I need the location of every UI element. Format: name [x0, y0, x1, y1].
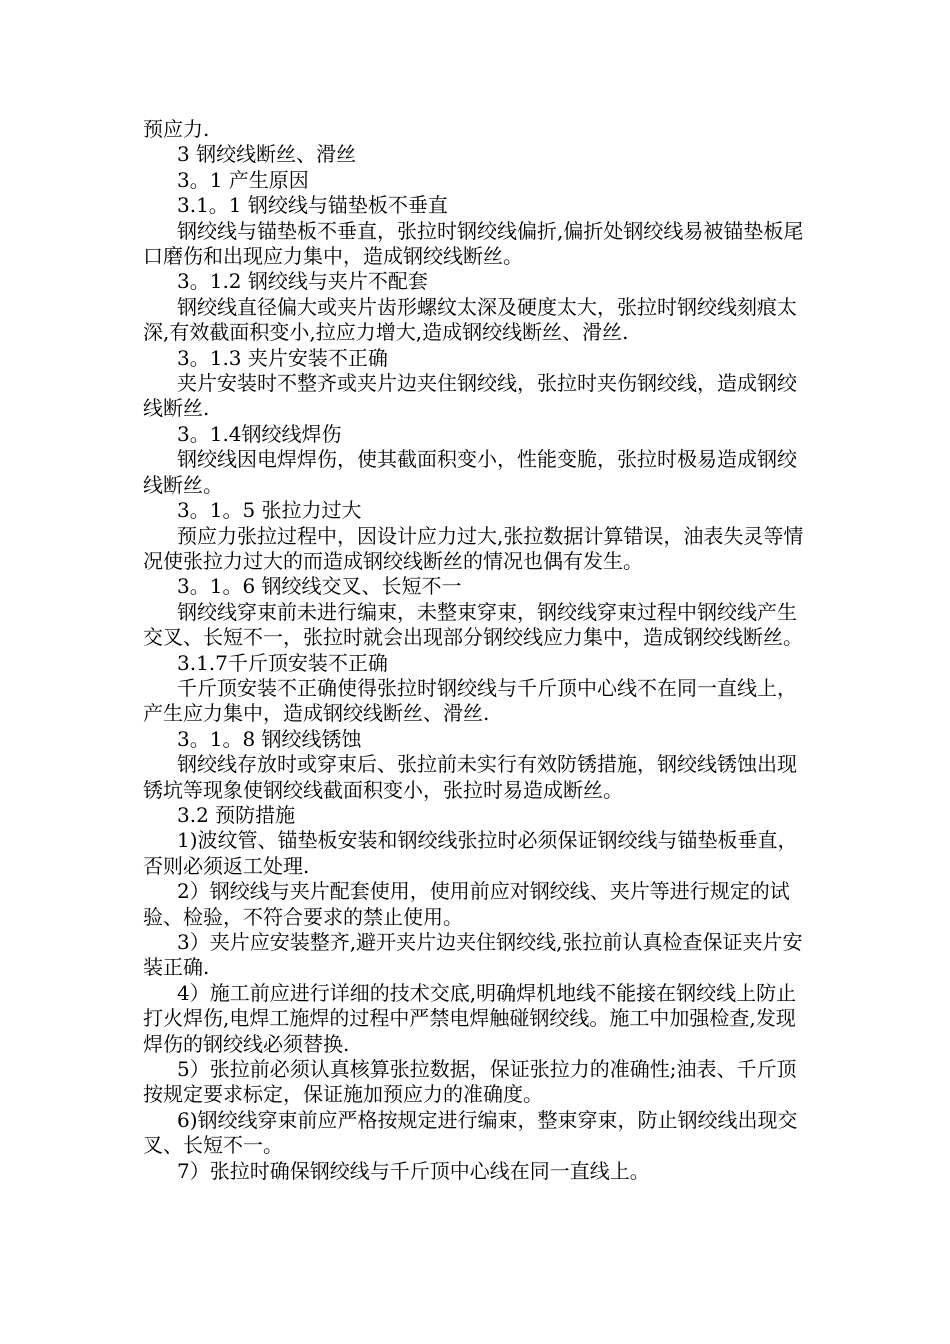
paragraph: 3.1。1 钢绞线与锚垫板不垂直: [177, 193, 448, 218]
paragraph: 4）施工前应进行详细的技术交底,明确焊机地线不能接在钢绞线上防止打火焊伤,电焊工施焊的过程中严禁电焊触碰钢绞线。施工中加强检查,发现焊伤的钢绞线必须替换.: [143, 980, 797, 1056]
paragraph: 钢绞线直径偏大或夹片齿形螺纹太深及硬度太大，张拉时钢绞线刻痕太深,有效截面积变小,拉应力增大,造成钢绞线断丝、滑丝.: [143, 294, 797, 345]
paragraph: 钢绞线穿束前未进行编束，未整束穿束，钢绞线穿束过程中钢绞线产生交叉、长短不一，张拉时就会出现部分钢绞线应力集中，造成钢绞线断丝。: [143, 599, 803, 650]
paragraph: 千斤顶安装不正确使得张拉时钢绞线与千斤顶中心线不在同一直线上，产生应力集中，造成钢绞线断丝、滑丝.: [143, 675, 797, 726]
paragraph: 3.2 预防措施: [177, 802, 296, 827]
paragraph: 预应力.: [143, 117, 210, 141]
paragraph: 3。1.2 钢绞线与夹片不配套: [177, 269, 428, 294]
paragraph: 3。1 产生原因: [177, 167, 309, 192]
paragraph: 3。1.4钢绞线焊伤: [177, 421, 342, 446]
paragraph: 3。1。6 钢绞线交叉、长短不一: [177, 574, 462, 599]
paragraph: 7）张拉时确保钢绞线与千斤顶中心线在同一直线上。: [177, 1158, 650, 1183]
paragraph: 6)钢绞线穿束前应严格按规定进行编束，整束穿束，防止钢绞线出现交叉、长短不一。: [143, 1107, 798, 1158]
paragraph: 夹片安装时不整齐或夹片边夹住钢绞线，张拉时夹伤钢绞线，造成钢绞线断丝.: [143, 371, 797, 421]
paragraph: 钢绞线存放时或穿束后、张拉前未实行有效防锈措施，钢绞线锈蚀出现锈坑等现象使钢绞线截面积变小，张拉时易造成断丝。: [143, 752, 797, 802]
paragraph: 3 钢绞线断丝、滑丝: [177, 142, 357, 167]
paragraph: 3。1.3 夹片安装不正确: [177, 345, 388, 370]
paragraph: 1)波纹管、锚垫板安装和钢绞线张拉时必须保证钢绞线与锚垫板垂直，否则必须返工处理.: [143, 828, 798, 878]
paragraph: 5）张拉前必须认真核算张拉数据，保证张拉力的准确性;油表、千斤顶按规定要求标定，保证施加预应力的准确度。: [143, 1057, 797, 1107]
document-body: [143, 117, 811, 1184]
paragraph: 2）钢绞线与夹片配套使用，使用前应对钢绞线、夹片等进行规定的试验、检验，不符合要求的禁止使用。: [143, 879, 790, 929]
paragraph: 3）夹片应安装整齐,避开夹片边夹住钢绞线,张拉前认真检查保证夹片安装正确.: [143, 930, 803, 980]
paragraph: 钢绞线与锚垫板不垂直，张拉时钢绞线偏折,偏折处钢绞线易被锚垫板尾口磨伤和出现应力集中，造成钢绞线断丝。: [143, 218, 804, 269]
paragraph: 3。1。5 张拉力过大: [177, 498, 362, 523]
paragraph: 3。1。8 钢绞线锈蚀: [177, 726, 362, 751]
paragraph: 预应力张拉过程中，因设计应力过大,张拉数据计算错误，油表失灵等情况使张拉力过大的而造成钢绞线断丝的情况也偶有发生。: [143, 523, 804, 573]
paragraph: 钢绞线因电焊焊伤，使其截面积变小，性能变脆，张拉时极易造成钢绞线断丝。: [143, 447, 797, 497]
paragraph: 3.1.7千斤顶安装不正确: [177, 650, 388, 675]
